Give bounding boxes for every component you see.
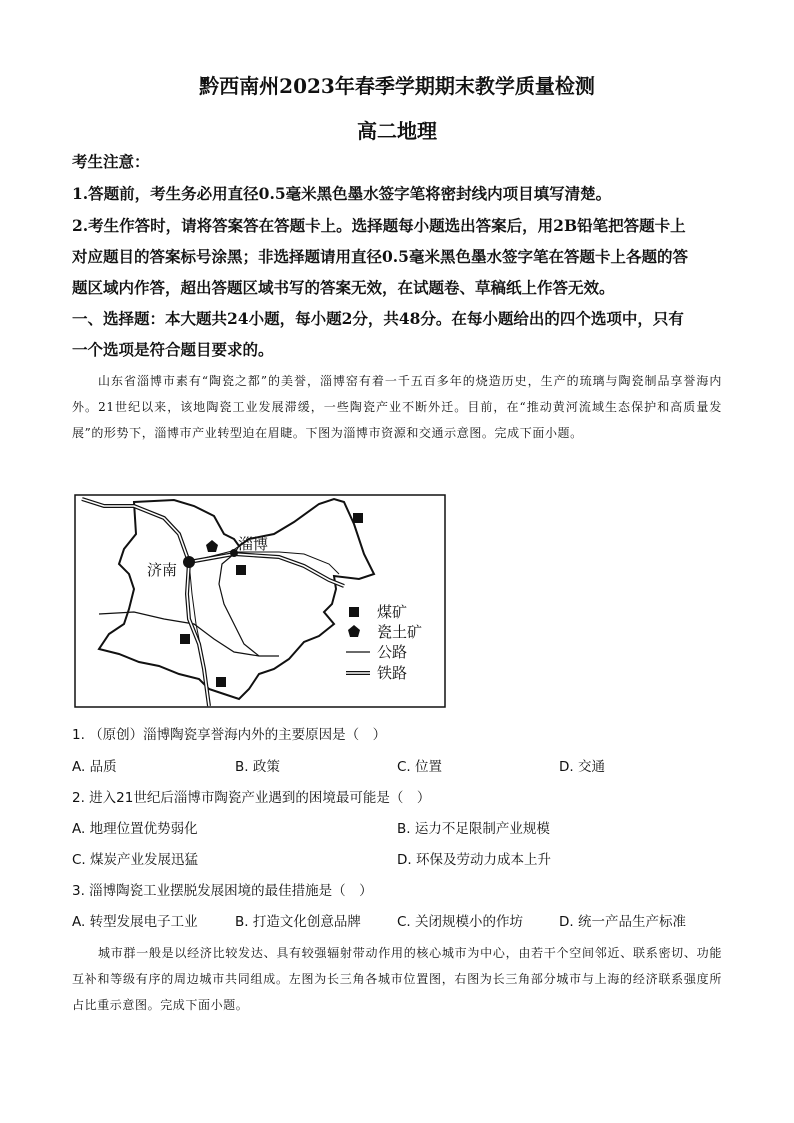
section-heading-line-1: 一、选择题：本大题共24小题，每小题2分，共48分。在每小题给出的四个选项中，只有 bbox=[72, 309, 684, 328]
exam-title: 黔西南州2023年春季学期期末教学质量检测 bbox=[199, 74, 595, 98]
notice-heading: 考生注意： bbox=[72, 152, 150, 171]
notice-item-2-line-2: 对应题目的答案标号涂黑；非选择题请用直径0.5毫米黑色墨水签字笔在答题卡上各题的答 bbox=[72, 247, 688, 266]
q1-option-a[interactable]: A. 品质 bbox=[72, 759, 117, 775]
zibo-city-dot bbox=[230, 549, 238, 557]
legend-road-label: 公路 bbox=[377, 643, 408, 661]
legend-coal-label: 煤矿 bbox=[377, 603, 408, 621]
legend-clay-label: 瓷土矿 bbox=[377, 623, 423, 641]
q1-option-c[interactable]: C. 位置 bbox=[397, 759, 443, 775]
q3-option-b[interactable]: B. 打造文化创意品牌 bbox=[235, 914, 361, 930]
coal-mine-icon bbox=[180, 634, 190, 644]
coal-mine-icon bbox=[216, 677, 226, 687]
zibo-label: 淄博 bbox=[238, 535, 269, 553]
notice-item-2-line-3: 题区域内作答，超出答题区域书写的答案无效，在试题卷、草稿纸上作答无效。 bbox=[72, 278, 615, 297]
legend-coal-icon bbox=[349, 607, 359, 617]
question-1-stem: 1. （原创）淄博陶瓷享誉海内外的主要原因是（ ） bbox=[72, 727, 387, 743]
section-heading-line-2: 一个选项是符合题目要求的。 bbox=[72, 340, 274, 359]
q2-option-c[interactable]: C. 煤炭产业发展迅猛 bbox=[72, 852, 199, 868]
zibo-resource-transport-map bbox=[74, 494, 446, 708]
coal-mine-icon bbox=[236, 565, 246, 575]
q2-option-d[interactable]: D. 环保及劳动力成本上升 bbox=[397, 852, 551, 868]
q3-option-a[interactable]: A. 转型发展电子工业 bbox=[72, 914, 198, 930]
question-2-stem: 2. 进入21世纪后淄博市陶瓷产业遇到的困境最可能是（ ） bbox=[72, 790, 431, 806]
q3-option-d[interactable]: D. 统一产品生产标准 bbox=[559, 914, 686, 930]
jinan-label: 济南 bbox=[147, 561, 178, 579]
q2-option-a[interactable]: A. 地理位置优势弱化 bbox=[72, 821, 198, 837]
q3-option-c[interactable]: C. 关闭规模小的作坊 bbox=[397, 914, 524, 930]
legend-rail-label: 铁路 bbox=[377, 664, 408, 682]
q1-option-b[interactable]: B. 政策 bbox=[235, 759, 280, 775]
q2-option-b[interactable]: B. 运力不足限制产业规模 bbox=[397, 821, 550, 837]
q1-option-d[interactable]: D. 交通 bbox=[559, 759, 605, 775]
notice-item-2-line-1: 2.考生作答时，请将答案答在答题卡上。选择题每小题选出答案后，用2B铅笔把答题卡上 bbox=[72, 216, 686, 235]
question-3-stem: 3. 淄博陶瓷工业摆脱发展困境的最佳措施是（ ） bbox=[72, 883, 373, 899]
passage-ceramics: 山东省淄博市素有“陶瓷之都”的美誉，淄博窑有着一千五百多年的烧造历史，生产的琉璃与陶瓷制品享誉海内外。21世纪以来，该地陶瓷工业发展滞缓，一些陶瓷产业不断外迁。目前，在“推动黄河流域生态保护和高质量发展”的形势下，淄博市产业转型迫在眉睫。下图为淄博市资源和交通示意图。完成下面小题。 bbox=[72, 374, 722, 440]
coal-mine-icon bbox=[353, 513, 363, 523]
notice-item-1: 1.答题前，考生务必用直径0.5毫米黑色墨水签字笔将密封线内项目填写清楚。 bbox=[72, 184, 612, 203]
passage-city-cluster: 城市群一般是以经济比较发达、具有较强辐射带动作用的核心城市为中心，由若干个空间邻近、联系密切、功能互补和等级有序的周边城市共同组成。左图为长三角各城市位置图，右图为长三角部分城市与上海的经济联系强度所占比重示意图。完成下面小题。 bbox=[72, 946, 722, 1012]
exam-subject: 高二地理 bbox=[357, 119, 437, 143]
jinan-city-dot bbox=[183, 556, 195, 568]
